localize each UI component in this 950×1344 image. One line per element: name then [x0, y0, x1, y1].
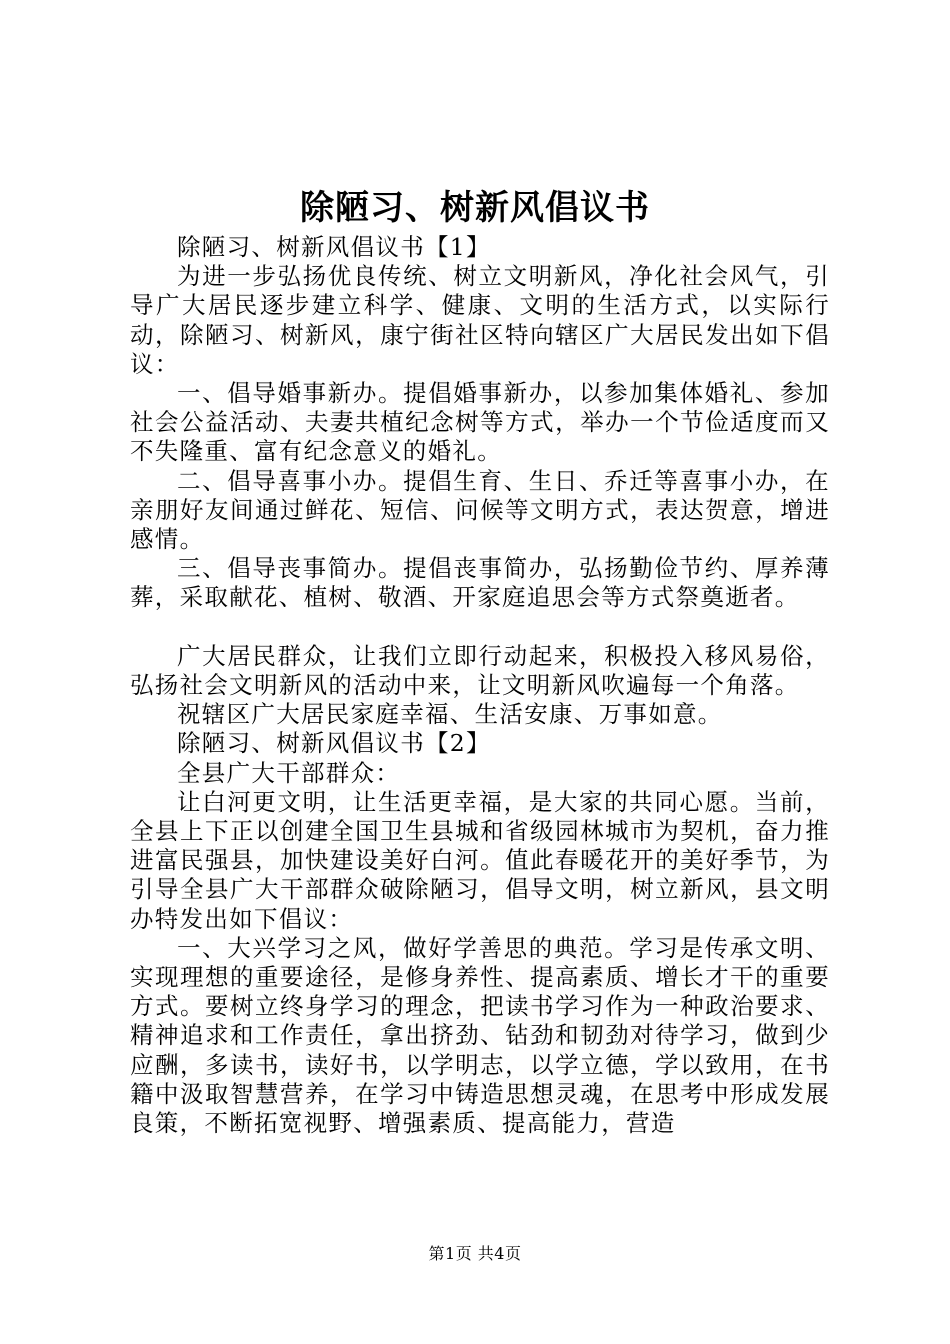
paragraph-item-study: 一、大兴学习之风，做好学善思的典范。学习是传承文明、实现理想的重要途径，是修身养性、提高素质、增长才干的重要方式。要树立终身学习的理念，把读书学习作为一种政治要求、精神追求和工作责任，拿出挤劲、钻劲和韧劲对待学习，做到少应酬，多读书，读好书，以学明志，以学立德，学以致用，在书籍中汲取智慧营养，在学习中铸造思想灵魂，在思考中形成发展良策，不断拓宽视野、增强素质、提高能力，营造 [130, 933, 830, 1138]
paragraph-spacer [130, 613, 830, 642]
paragraph-item-funeral: 三、倡导丧事简办。提倡丧事简办，弘扬勤俭节约、厚养薄葬，采取献花、植树、敬酒、开家庭追思会等方式祭奠逝者。 [130, 554, 830, 612]
document-body [130, 233, 830, 1138]
paragraph-blessing: 祝辖区广大居民家庭幸福、生活安康、万事如意。 [177, 700, 723, 729]
paragraph-call-to-action: 广大居民群众，让我们立即行动起来，积极投入移风易俗，弘扬社会文明新风的活动中来，让文明新风吹遍每一个角落。 [130, 641, 830, 700]
section-heading-2: 除陋习、树新风倡议书【2】 [177, 729, 491, 758]
paragraph-intro-1: 为进一步弘扬优良传统、树立文明新风，净化社会风气，引导广大居民逐步建立科学、健康、文明的生活方式，以实际行动，除陋习、树新风，康宁街社区特向辖区广大居民发出如下倡议： [130, 262, 830, 378]
paragraph-salutation: 全县广大干部群众： [177, 758, 401, 787]
page-number-footer: 第1页 共4页 [428, 1244, 522, 1263]
paragraph-item-celebration: 二、倡导喜事小办。提倡生育、生日、乔迁等喜事小办，在亲朋好友间通过鲜花、短信、问候等文明方式，表达贺意，增进感情。 [130, 466, 830, 554]
paragraph-item-wedding: 一、倡导婚事新办。提倡婚事新办，以参加集体婚礼、参加社会公益活动、夫妻共植纪念树等方式，举办一个节俭适度而又不失隆重、富有纪念意义的婚礼。 [130, 379, 830, 466]
section-heading-1: 除陋习、树新风倡议书【1】 [177, 233, 491, 261]
paragraph-intro-2: 让白河更文明，让生活更幸福，是大家的共同心愿。当前，全县上下正以创建全国卫生县城和省级园林城市为契机，奋力推进富民强县，加快建设美好白河。值此春暖花开的美好季节，为引导全县广大干部群众破除陋习，倡导文明，树立新风，县文明办特发出如下倡议： [130, 787, 830, 933]
document-title: 除陋习、树新风倡议书 [300, 188, 650, 228]
